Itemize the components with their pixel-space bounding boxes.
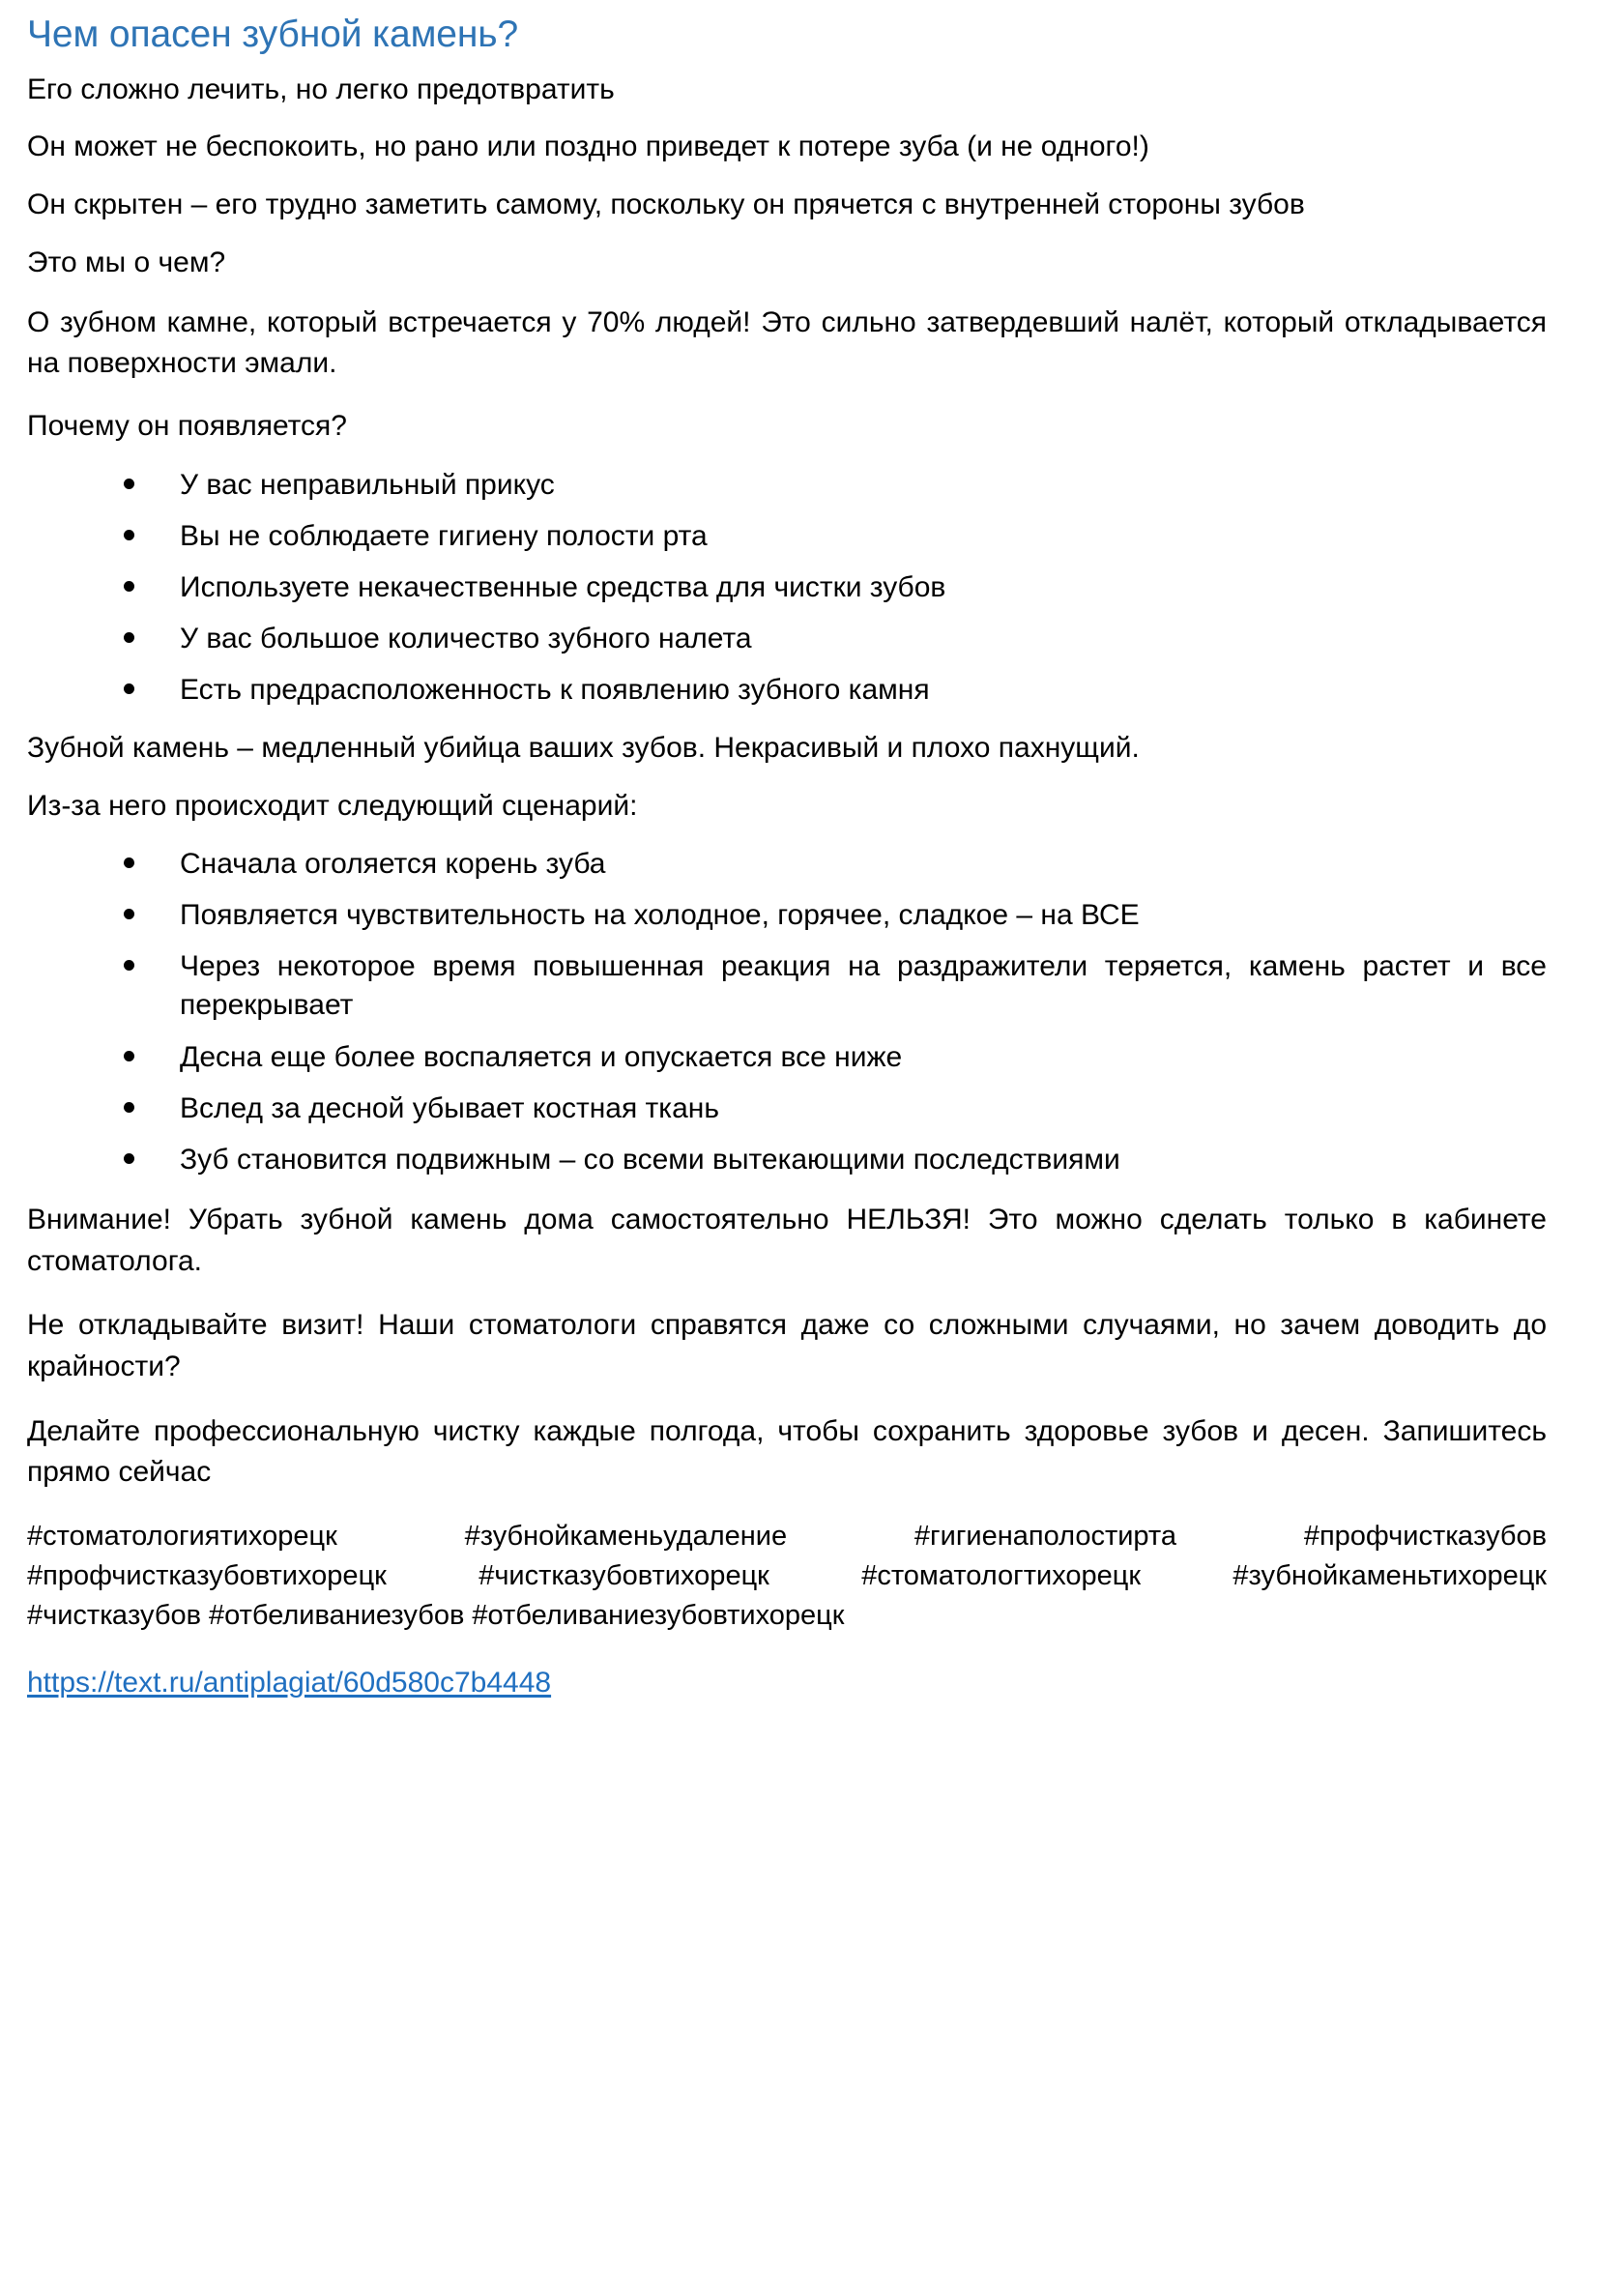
list-item-label: Зуб становится подвижным – со всеми вытекающими последствиями: [180, 1144, 1120, 1177]
list-item-label: У вас большое количество зубного налета: [180, 622, 752, 654]
source-link-row: [27, 1665, 1547, 1701]
list-item: [27, 466, 1547, 504]
cta-paragraph-2: Делайте профессиональную чистку каждые полгода, чтобы сохранить здоровье зубов и десен. Запишитесь прямо сейчас: [27, 1414, 1547, 1489]
bullet-dot-icon: [124, 632, 134, 643]
scenario-list: [27, 845, 1547, 1178]
bullet-dot-icon: [124, 530, 134, 540]
list-item: [27, 1038, 1547, 1076]
warning-paragraph: Внимание! Убрать зубной камень дома самостоятельно НЕЛЬЗЯ! Это можно сделать только в кабинете стоматолога.: [27, 1204, 1547, 1277]
intro-paragraph-1: Его сложно лечить, но легко предотвратить: [27, 73, 615, 105]
bullet-dot-icon: [124, 909, 134, 919]
intro-question: Это мы о чем?: [27, 247, 226, 279]
middle-paragraph-1: Зубной камень – медленный убийца ваших зубов. Некрасивый и плохо пахнущий.: [27, 731, 1140, 764]
page-title: Чем опасен зубной камень?: [27, 14, 519, 55]
hashtag-line: #стоматологиятихорецк #зубнойкаменьудаление #гигиенаполостирта #профчисткaзубов: [27, 1520, 1547, 1552]
bullet-dot-icon: [124, 683, 134, 694]
document-content: [27, 14, 1547, 2049]
list-item: [27, 845, 1547, 883]
cta-paragraph-1: Не откладывайте визит! Наши стоматологи справятся даже со сложными случаями, но зачем доводить до крайности?: [27, 1309, 1547, 1382]
list-item: [27, 517, 1547, 555]
page-bottom-whitespace: [27, 1701, 1547, 2049]
antiplagiat-link[interactable]: https://text.ru/antiplagiat/60d580c7b4448: [27, 1667, 552, 1699]
list-item: [27, 671, 1547, 709]
hashtag-line: #профчисткaзубовтихорецк #чисткaзубовтихорецк #стоматологтихорецк #зубнойкаменьтихорецк: [27, 1559, 1547, 1591]
list-item-label: Есть предрасположенность к появлению зубного камня: [180, 673, 930, 706]
bullet-dot-icon: [124, 479, 134, 489]
list-item-label: Вы не соблюдаете гигиену полости рта: [180, 519, 708, 552]
intro-paragraph-2: Он может не беспокоить, но рано или поздно приведет к потере зуба (и не одного!): [27, 131, 1149, 163]
list-item: [27, 896, 1547, 934]
bullet-dot-icon: [124, 960, 134, 971]
list-item-label: Десна еще более воспаляется и опускается все ниже: [180, 1041, 903, 1074]
list-item-label: Через некоторое время повышенная реакция на раздражители теряется, камень растет и все перекрывает: [180, 950, 1547, 1022]
middle-paragraph-2: Из-за него происходит следующий сценарий:: [27, 789, 638, 822]
causes-heading: Почему он появляется?: [27, 410, 347, 443]
causes-list: [27, 466, 1547, 709]
list-item: [27, 568, 1547, 606]
hashtag-line: #чисткaзубов #отбеливаниезубов #отбеливаниезубовтихорецк: [27, 1600, 845, 1632]
list-item-label: Появляется чувствительность на холодное, горячее, сладкое – на ВСЕ: [180, 899, 1140, 932]
list-item: [27, 1089, 1547, 1127]
bullet-dot-icon: [124, 581, 134, 592]
list-item-label: Сначала оголяется корень зуба: [180, 848, 606, 881]
list-item: [27, 620, 1547, 657]
list-item-label: Используете некачественные средства для чистки зубов: [180, 570, 946, 603]
list-item: [27, 1141, 1547, 1178]
list-item: [27, 947, 1547, 1025]
bullet-dot-icon: [124, 1153, 134, 1164]
bullet-dot-icon: [124, 857, 134, 868]
intro-definition-paragraph: О зубном камне, который встречается у 70% людей! Это сильно затвердевший налёт, который откладывается на поверхности эмали.: [27, 305, 1547, 380]
intro-paragraph-3: Он скрытен – его трудно заметить самому, поскольку он прячется с внутренней стороны зубов: [27, 189, 1305, 221]
list-item-label: Вслед за десной убывает костная ткань: [180, 1092, 719, 1125]
list-item-label: У вас неправильный прикус: [180, 468, 555, 501]
hashtag-block: [27, 1517, 1547, 1637]
bullet-dot-icon: [124, 1102, 134, 1113]
bullet-dot-icon: [124, 1051, 134, 1061]
